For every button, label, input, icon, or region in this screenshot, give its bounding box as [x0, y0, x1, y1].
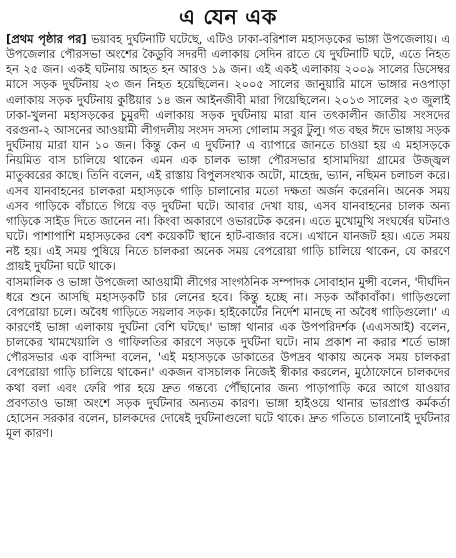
article-paragraph-1	[6, 32, 450, 275]
headline: এ যেন এক	[179, 5, 277, 29]
article-paragraph-2	[6, 275, 450, 442]
paragraph-2-text: বাসমালিক ও ভাঙ্গা উপজেলা আওয়ামী লীগের সাংগঠনিক সম্পাদক সোবাহান মুন্সী বলেন, 'দীর্ঘদিন ধরে শুনে আসছি মহাসড়কটি চার লেনের হবে। কিন্তু হচ্ছে না। সড়ক আঁকাবাঁকা। গাড়িগুলো বেপরোয়া চলে। অবৈধ গাড়িতে সয়লাব সড়ক। হাইকোর্টের নির্দেশ মানছে না অবৈধ গাড়িগুলো।' এ কারণেই ভাঙ্গা এলাকায় দুর্ঘটনা বেশি ঘটছে।' ভাঙ্গা থানার এক উপপরিদর্শক (এএসআই) বলেন, চালকের খামখেয়ালি ও গাফিলতির কারণে সড়কে দুর্ঘটনা ঘটে। নাম প্রকাশ না করার শর্তে ভাঙ্গা পৌরসভার এক বাসিন্দা বলেন, 'এই মহাসড়কে ডাকাতের উপদ্রব থাকায় অনেক সময় চালকরা বেপরোয়া গাড়ি চালিয়ে থাকেন।' একজন বাসচালক নিজেই স্বীকার করলেন, মুঠোফোনে চালকদের কথা বলা এবং ফেরি পার হয়ে দ্রুত গন্তব্যে পৌঁছানোর জন্য পাড়াপাড়ি করে আগে যাওয়ার প্রবণতাও ভাঙ্গা অংশে সড়ক দুর্ঘটনার অন্যতম কারণ। ভাঙ্গা হাইওয়ে থানার ভারপ্রাপ্ত কর্মকর্তা হোসেন সরকার বলেন, চালকদের দোষেই দুর্ঘটনাগুলো ঘটে থাকে। দ্রুত গতিতে চালানোই দুর্ঘটনার মূল কারণ।	[6, 274, 450, 441]
jump-note: [প্রথম পৃষ্ঠার পর]	[6, 32, 87, 46]
article-body	[6, 32, 450, 441]
paragraph-1-text: ভয়াবহ দুর্ঘটনাটি ঘটেছে, এটিও ঢাকা-বরিশাল মহাসড়কের ভাঙ্গা উপজেলায়। এ উপজেলার পৌরসভা অংশের কৈডুবি সদরদী এলাকায় সেদিন রাতে যে দুর্ঘটনাটি ঘটে, এতে নিহত হন ২৫ জন। একই ঘটনায় আহত হন আরও ১৯ জন। এই একই এলাকায় ২০০৯ সালের ডিসেম্বর মাসে সড়ক দুর্ঘটনায় ২৩ জন নিহত হয়েছিলেন। ২০০৫ সালের জানুয়ারি মাসে ভাঙ্গার নওপাড়া এলাকায় সড়ক দুর্ঘটনায় কুষ্টিয়ার ১৪ জন আইনজীবী মারা গিয়েছিলেন। ২০১৩ সালের ২৩ জুলাই ঢাকা-খুলনা মহাসড়কের চুমুরদী এলাকায় সড়ক দুর্ঘটনায় মারা যান তৎকালীন জাতীয় সংসদের বরগুনা-২ আসনের আওয়ামী লীগদলীয় সংসদ সদস্য গোলাম সবুর টুলু। গত বছর ঈদে ভাঙ্গায় সড়ক দুর্ঘটনায় মারা যান ১০ জন। কিন্তু কেন এ দুর্ঘটনা? এ ব্যাপারে জানতে চাওয়া হয় এ মহাসড়কে নিয়মিত বাস চালিয়ে থাকেন এমন এক চালক ভাঙ্গা পৌরসভার হাসামদিয়া গ্রামের উজ্জ্বল মাতুব্বরের কাছে। তিনি বলেন, এই রাস্তায় বিপুলসংখ্যক অটো, মাহেন্দ্র, ভ্যান, নছিমন চলাচল করে। এসব যানবাহনের চালকরা মহাসড়কে গাড়ি চালানোর মতো দক্ষতা অর্জন করেননি। অনেক সময় এসব গাড়িকে বাঁচাতে গিয়ে বড় দুর্ঘটনা ঘটে। আবার দেখা যায়, এসব যানবাহনের চালক অন্য গাড়িকে সাইড দিতে জানেন না। কিংবা অকারণে ওভারটেক করেন। এতে মুখোমুখি সংঘর্ষের ঘটনাও ঘটে। পাশাপাশি মহাসড়কের বেশ কয়েকটি স্থানে হাট-বাজার বসে। এখানে যানজট হয়। এতে সময় নষ্ট হয়। এই সময় পুষিয়ে নিতে চালকরা অনেক সময় বেপরোয়া গাড়ি চালিয়ে থাকেন, যে কারণে প্রায়ই দুর্ঘটনা ঘটে থাকে।	[6, 32, 450, 274]
